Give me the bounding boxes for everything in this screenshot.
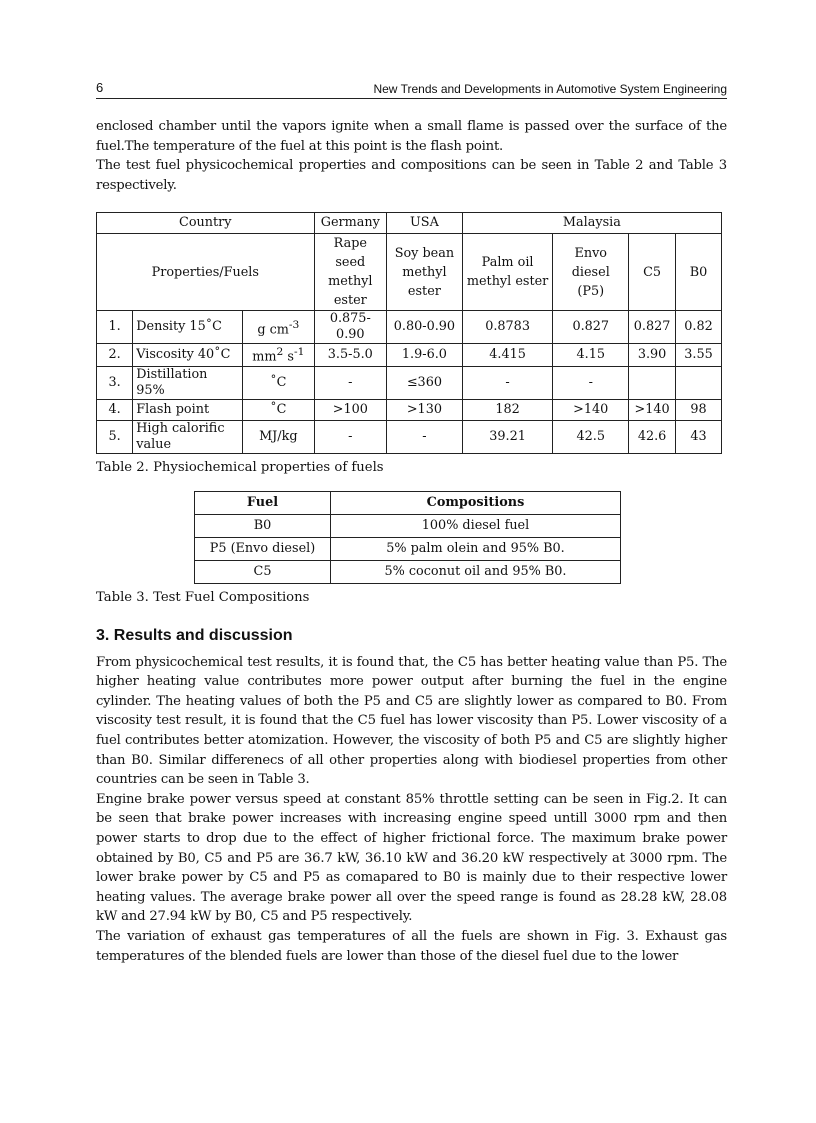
page-number: 6 [96,80,104,95]
page [96,78,727,966]
table-cell: 100% diesel fuel [331,514,621,537]
row-number: 2. [97,344,133,366]
table-cell: - [314,420,387,453]
table-cell: - [387,420,463,453]
table-3-caption: Table 3. Test Fuel Compositions [96,589,310,605]
table-row [97,420,722,453]
table-row [97,399,722,420]
table-row [97,366,722,399]
table-row [195,537,621,560]
table-cell: 42.6 [629,420,676,453]
property-name: Distillation 95% [133,366,243,399]
table-cell: P5 (Envo diesel) [195,537,331,560]
property-name: High calorific value [133,420,243,453]
property-name: Flash point [133,399,243,420]
property-name: Density 15˚C [133,311,243,344]
table-cell: 1.9-6.0 [387,344,463,366]
table-cell: C5 [195,560,331,583]
table-cell: 5% palm olein and 95% B0. [331,537,621,560]
table-row [195,560,621,583]
fuel-header: C5 [629,234,676,311]
fuel-header: Soy bean methyl ester [387,234,463,311]
table-cell: 0.8783 [462,311,553,344]
row-number: 3. [97,366,133,399]
table-cell: 3.55 [676,344,722,366]
fuel-header: Palm oil methyl ester [462,234,553,311]
table-cell: 0.827 [629,311,676,344]
table-cell: 42.5 [553,420,629,453]
table-cell: 98 [676,399,722,420]
table-2-properties [96,212,722,453]
table-row [97,234,722,311]
table-cell: 3.90 [629,344,676,366]
table-cell [676,366,722,399]
table-cell: 4.15 [553,344,629,366]
paragraph: The test fuel physicochemical properties and compositions can be seen in Table 2 and Table 3 respectively. [96,158,727,193]
table-cell: >140 [553,399,629,420]
properties-header: Properties/Fuels [97,234,315,311]
paragraph: enclosed chamber until the vapors ignite when a small flame is passed over the surface of the fuel.The temperature of the fuel at this point is the flash point. [96,119,727,154]
running-title: New Trends and Developments in Automotive System Engineering [373,82,727,96]
table-cell: 4.415 [462,344,553,366]
paragraph: Engine brake power versus speed at constant 85% throttle setting can be seen in Fig.2. It can be seen that brake power increases with increasing engine speed untill 3000 rpm and then power starts to drop due to the effect of higher frictional force. The maximum brake power obtained by B0, C5 and P5 are 36.7 kW, 36.10 kW and 36.20 kW respectively at 3000 rpm. The lower brake power by C5 and P5 as comapared to B0 is mainly due to their respective lower heating values. The average brake power all over the speed range is found as 28.28 kW, 28.08 kW and 27.94 kW by B0, C5 and P5 respectively. [96,791,727,925]
property-name: Viscosity 40˚C [133,344,243,366]
country-header: Country [97,213,315,234]
table-cell: 182 [462,399,553,420]
table-row [97,213,722,234]
table-cell: B0 [195,514,331,537]
country-cell: Germany [314,213,387,234]
table-cell: 0.80-0.90 [387,311,463,344]
section-heading: 3. Results and discussion [96,626,293,644]
table-cell: 5% coconut oil and 95% B0. [331,560,621,583]
property-unit: g $cm^{-3}$ [243,311,314,344]
table-cell: >140 [629,399,676,420]
table-cell: - [314,366,387,399]
column-header: Compositions [331,491,621,514]
property-unit: ˚C [243,399,314,420]
body-text [96,653,727,967]
table-cell [629,366,676,399]
table-3-compositions [194,491,621,584]
row-number: 1. [97,311,133,344]
table-cell: 0.82 [676,311,722,344]
table-row [195,514,621,537]
table-header-row [195,491,621,514]
country-cell: USA [387,213,463,234]
table-cell: 3.5-5.0 [314,344,387,366]
table-cell: 39.21 [462,420,553,453]
table-cell: 43 [676,420,722,453]
row-number: 5. [97,420,133,453]
table-cell: - [553,366,629,399]
table-row [97,344,722,366]
table-2-caption: Table 2. Physiochemical properties of fuels [96,459,384,475]
fuel-header: Rape seed methyl ester [314,234,387,311]
country-cell: Malaysia [462,213,721,234]
property-unit: ˚C [243,366,314,399]
fuel-header: Envo diesel (P5) [553,234,629,311]
intro-text [96,117,727,195]
paragraph: From physicochemical test results, it is found that, the C5 has better heating value than P5. The higher heating value contributes more power output after burning the fuel in the engine cylinder. The heating values of both the P5 and C5 are slightly lower as compared to B0. From viscosity test result, it is found that the C5 fuel has lower viscosity than P5. Lower viscosity of a fuel contributes better atomization. However, the viscosity of both P5 and C5 are slightly higher than B0. Similar differenecs of all other properties along with biodiesel properties from other countries can be seen in Table 3. [96,654,727,788]
property-unit: $mm^2$ $s^{-1}$ [243,344,314,366]
table-cell: 0.827 [553,311,629,344]
column-header: Fuel [195,491,331,514]
property-unit: MJ/kg [243,420,314,453]
table-row [97,311,722,344]
table-cell: >100 [314,399,387,420]
table-cell: 0.875-0.90 [314,311,387,344]
row-number: 4. [97,399,133,420]
fuel-header: B0 [676,234,722,311]
running-header [96,78,727,99]
table-cell: ≤360 [387,366,463,399]
table-cell: - [462,366,553,399]
table-cell: >130 [387,399,463,420]
paragraph: The variation of exhaust gas temperatures of all the fuels are shown in Fig. 3. Exhaust gas temperatures of the blended fuels are lower than those of the diesel fuel due to the lower [96,928,727,964]
